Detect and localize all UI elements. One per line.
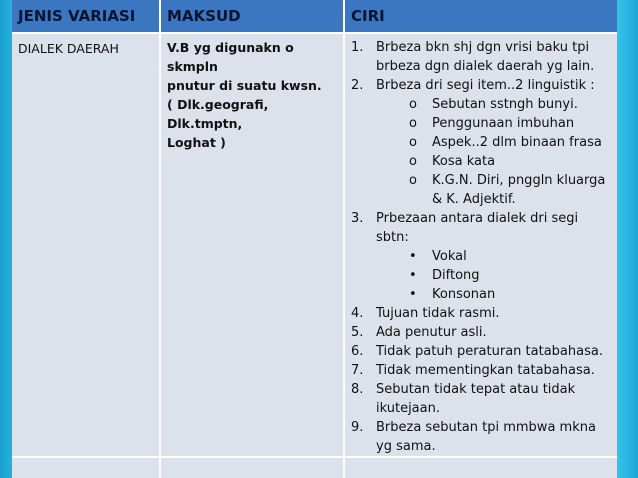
ciri-subitem bbox=[376, 95, 611, 114]
ciri-item bbox=[351, 76, 611, 209]
ciri-item bbox=[351, 361, 611, 380]
table bbox=[12, 0, 617, 478]
ciri-subitem bbox=[376, 152, 611, 171]
ciri-text: Tidak mementingkan tatabahasa. bbox=[376, 363, 595, 378]
ciri-subitem-text: Konsonan bbox=[432, 287, 496, 302]
header-maksud: MAKSUD bbox=[160, 0, 344, 33]
ciri-subitem bbox=[376, 133, 611, 152]
ciri-subitem-text: Kosa kata bbox=[432, 154, 496, 169]
ciri-item bbox=[351, 323, 611, 342]
ciri-number: 5. bbox=[351, 325, 364, 340]
header-row bbox=[12, 0, 617, 33]
ciri-subitem-text: Vokal bbox=[432, 249, 467, 264]
bullet-marker: • bbox=[409, 287, 417, 302]
ciri-text: Brbeza bkn shj dgn vrisi baku tpi brbeza dgn dialek daerah yg lain. bbox=[376, 40, 595, 74]
ciri-subitem-text: Penggunaan imbuhan bbox=[432, 116, 575, 131]
ciri-item bbox=[351, 304, 611, 323]
ciri-sublist bbox=[376, 247, 611, 304]
ciri-number: 3. bbox=[351, 211, 364, 226]
ciri-subitem bbox=[376, 247, 611, 266]
ciri-item bbox=[351, 342, 611, 361]
ciri-item bbox=[351, 38, 611, 76]
ciri-subitem bbox=[376, 171, 611, 209]
bullet-marker: o bbox=[409, 154, 417, 169]
ciri-subitem-text: K.G.N. Diri, pnggln kluarga & K. Adjektif. bbox=[432, 173, 606, 207]
ciri-sublist bbox=[376, 95, 611, 209]
ciri-number: 8. bbox=[351, 382, 364, 397]
ciri-item bbox=[351, 418, 611, 456]
empty-cell bbox=[344, 457, 617, 478]
empty-row bbox=[12, 457, 617, 478]
ciri-item bbox=[351, 209, 611, 304]
empty-cell bbox=[160, 457, 344, 478]
ciri-list bbox=[351, 38, 611, 456]
ciri-subitem-text: Diftong bbox=[432, 268, 480, 283]
bullet-marker: o bbox=[409, 135, 417, 150]
cell-jenis bbox=[12, 33, 160, 457]
ciri-item bbox=[351, 380, 611, 418]
ciri-number: 6. bbox=[351, 344, 364, 359]
ciri-subitem bbox=[376, 114, 611, 133]
ciri-text: Tujuan tidak rasmi. bbox=[376, 306, 500, 321]
variasi-table bbox=[12, 0, 617, 478]
ciri-subitem-text: Aspek..2 dlm binaan frasa bbox=[432, 135, 602, 150]
ciri-number: 2. bbox=[351, 78, 364, 93]
ciri-text: Tidak patuh peraturan tatabahasa. bbox=[376, 344, 603, 359]
ciri-text: Ada penutur asli. bbox=[376, 325, 487, 340]
empty-cell bbox=[12, 457, 160, 478]
ciri-number: 4. bbox=[351, 306, 364, 321]
header-ciri: CIRI bbox=[344, 0, 617, 33]
ciri-subitem bbox=[376, 266, 611, 285]
bullet-marker: • bbox=[409, 249, 417, 264]
header-jenis-variasi: JENIS VARIASI bbox=[12, 0, 160, 33]
ciri-number: 9. bbox=[351, 420, 364, 435]
cell-ciri bbox=[344, 33, 617, 457]
ciri-subitem bbox=[376, 285, 611, 304]
bullet-marker: o bbox=[409, 173, 417, 188]
table-row bbox=[12, 33, 617, 457]
ciri-text: Prbezaan antara dialek dri segi sbtn: bbox=[376, 211, 579, 245]
ciri-number: 1. bbox=[351, 40, 364, 55]
cell-maksud bbox=[160, 33, 344, 457]
ciri-subitem-text: Sebutan sstngh bunyi. bbox=[432, 97, 578, 112]
bullet-marker: o bbox=[409, 97, 417, 112]
ciri-text: Brbeza sebutan tpi mmbwa mkna yg sama. bbox=[376, 420, 596, 454]
ciri-text: Brbeza dri segi item..2 linguistik : bbox=[376, 78, 595, 93]
maksud-text: V.B yg digunakn o skmpln pnutur di suatu kwsn. ( Dlk.geografi, Dlk.tmptn, Loghat ) bbox=[167, 40, 322, 150]
bullet-marker: • bbox=[409, 268, 417, 283]
ciri-number: 7. bbox=[351, 363, 364, 378]
ciri-text: Sebutan tidak tepat atau tidak ikutejaan. bbox=[376, 382, 576, 416]
bullet-marker: o bbox=[409, 116, 417, 131]
jenis-text: DIALEK DAERAH bbox=[18, 41, 119, 56]
